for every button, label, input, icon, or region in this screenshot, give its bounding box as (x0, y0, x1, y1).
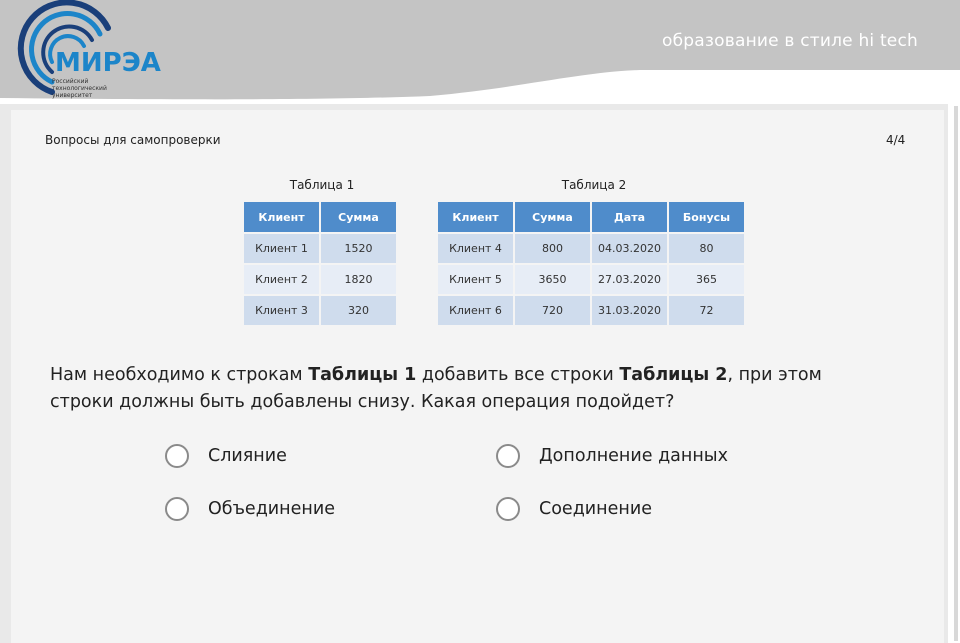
logo-subtitle: Российский технологический университет (52, 78, 107, 99)
logo-title: МИРЭА (55, 48, 161, 78)
question-text (50, 362, 870, 416)
table-cell: 04.03.2020 (592, 234, 667, 263)
table-cell: 320 (321, 296, 396, 325)
page-number: 4/4 (886, 133, 906, 147)
table-cell: 31.03.2020 (592, 296, 667, 325)
table-row (244, 265, 396, 294)
section-title: Вопросы для самопроверки (45, 133, 221, 147)
table-cell: 365 (669, 265, 744, 294)
table2 (436, 200, 746, 327)
table2-header-bonus: Бонусы (669, 202, 744, 232)
radio-button[interactable] (165, 497, 189, 521)
table-cell: Клиент 6 (438, 296, 513, 325)
option-join[interactable] (496, 497, 652, 521)
logo (0, 0, 175, 104)
table-row (438, 265, 744, 294)
table-row (244, 234, 396, 263)
table-cell: 1820 (321, 265, 396, 294)
table-cell: Клиент 4 (438, 234, 513, 263)
table-row (438, 296, 744, 325)
question-part: , при этом строки должны быть добавлены снизу. Какая операция подойдет? (50, 365, 822, 412)
option-union[interactable] (165, 497, 335, 521)
slogan: образование в стиле hi tech (662, 31, 918, 51)
table-cell: Клиент 5 (438, 265, 513, 294)
option-label: Дополнение данных (539, 446, 728, 466)
radio-button[interactable] (496, 444, 520, 468)
table2-header-sum: Сумма (515, 202, 590, 232)
table2-header-client: Клиент (438, 202, 513, 232)
table-cell: 720 (515, 296, 590, 325)
option-merge[interactable] (165, 444, 287, 468)
radio-button[interactable] (165, 444, 189, 468)
radio-button[interactable] (496, 497, 520, 521)
table1-caption: Таблица 1 (289, 178, 355, 192)
table-cell: 72 (669, 296, 744, 325)
table-cell: Клиент 1 (244, 234, 319, 263)
table1 (242, 200, 398, 327)
table-cell: 27.03.2020 (592, 265, 667, 294)
table-cell: 3650 (515, 265, 590, 294)
header-banner (0, 0, 960, 104)
question-part: Нам необходимо к строкам (50, 365, 309, 385)
option-append[interactable] (496, 444, 728, 468)
scrollbar[interactable] (948, 104, 960, 643)
table-row (438, 234, 744, 263)
option-label: Объединение (208, 499, 335, 519)
table1-header-sum: Сумма (321, 202, 396, 232)
table1-header-client: Клиент (244, 202, 319, 232)
table2-caption: Таблица 2 (561, 178, 627, 192)
table-cell: Клиент 2 (244, 265, 319, 294)
table-cell: 80 (669, 234, 744, 263)
table-row (244, 296, 396, 325)
option-label: Слияние (208, 446, 287, 466)
table2-header-date: Дата (592, 202, 667, 232)
option-label: Соединение (539, 499, 652, 519)
table-cell: 1520 (321, 234, 396, 263)
table-cell: Клиент 3 (244, 296, 319, 325)
table-cell: 800 (515, 234, 590, 263)
question-bold-table1: Таблицы 1 (308, 365, 417, 385)
question-bold-table2: Таблицы 2 (619, 365, 728, 385)
question-part: добавить все строки (416, 365, 620, 385)
